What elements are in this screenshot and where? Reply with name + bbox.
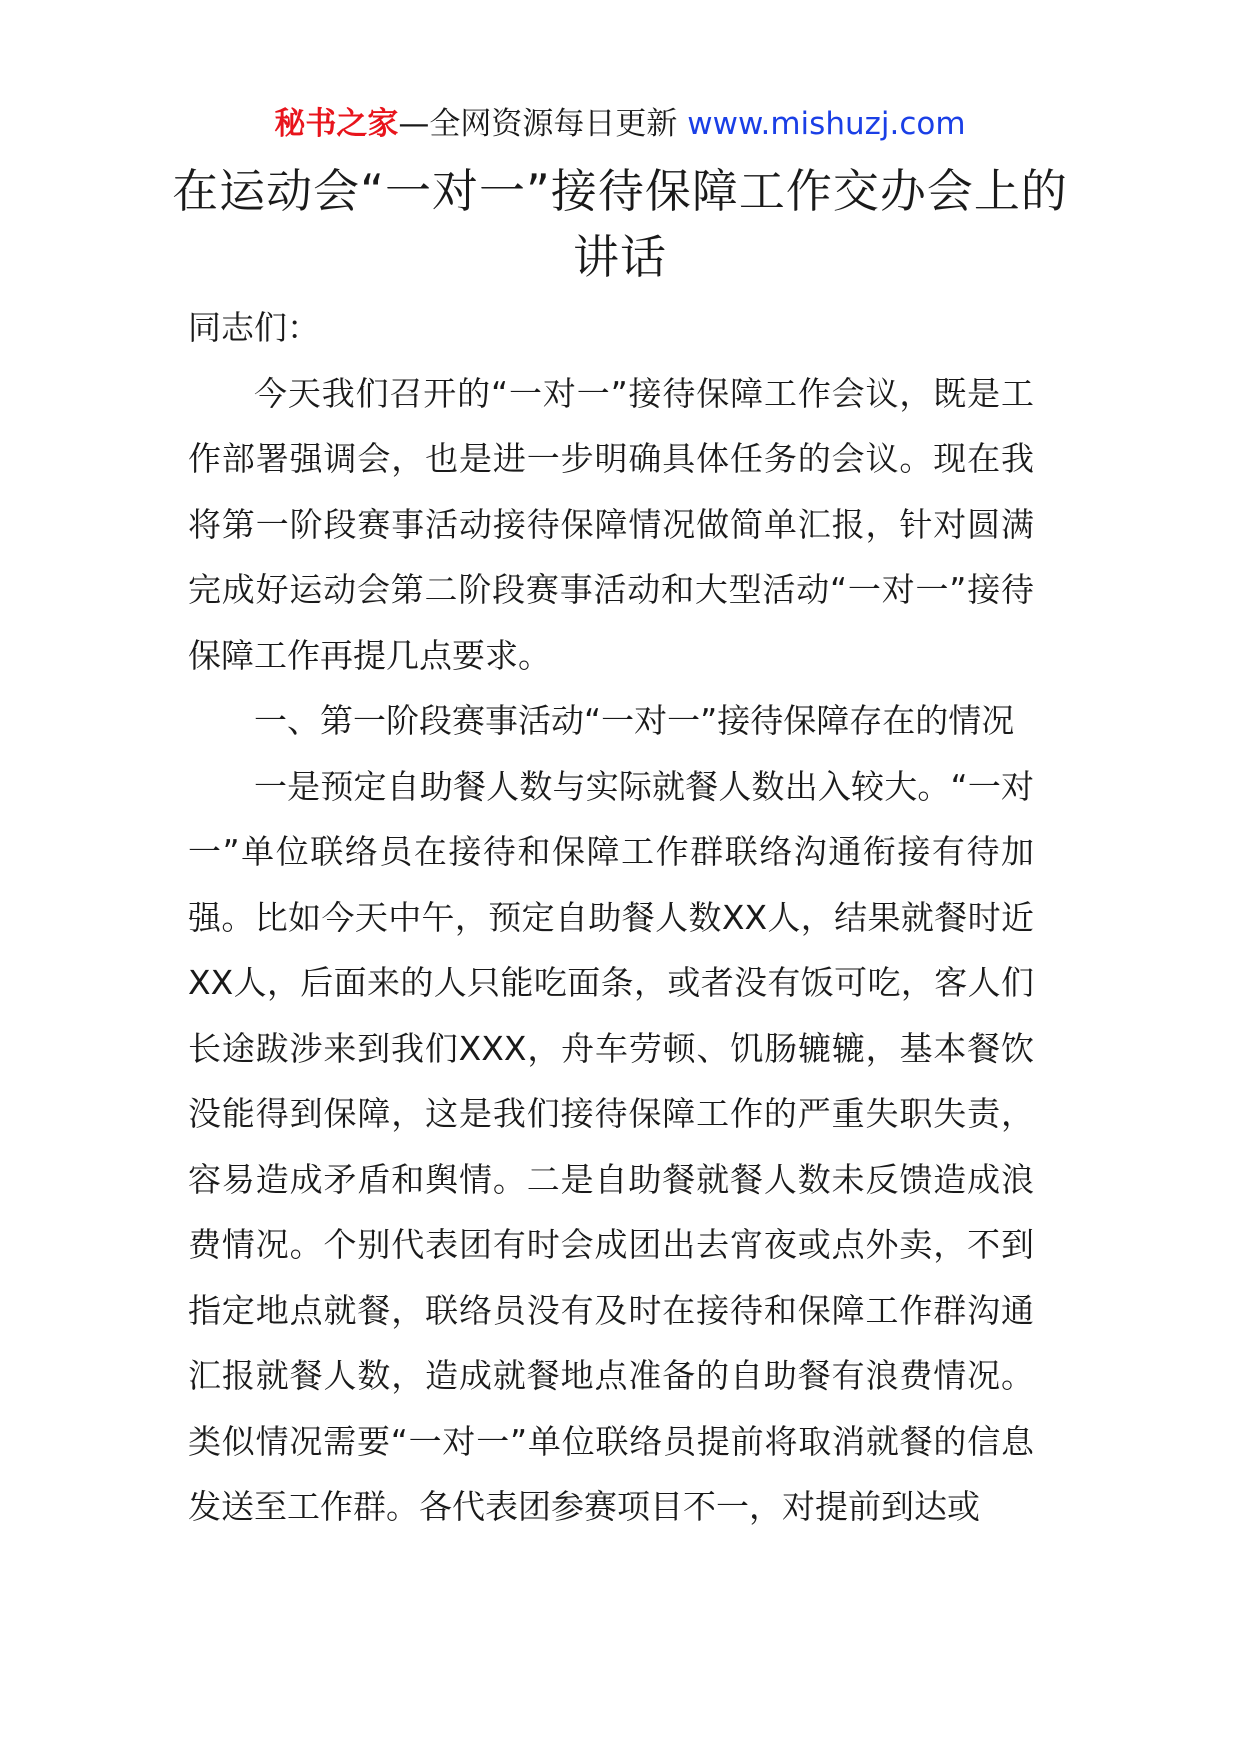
paragraph-section-1: 一是预定自助餐人数与实际就餐人数出入较大。“一对一”单位联络员在接待和保障工作群联络沟通衔接有待加强。比如今天中午，预定自助餐人数XX人，结果就餐时近XX人，后面来的人只能吃面条，或者没有饭可吃，客人们长途跋涉来到我们XXX，舟车劳顿、饥肠辘辘，基本餐饮没能得到保障，这是我们接待保障工作的严重失职失责，容易造成矛盾和舆情。二是自助餐就餐人数未反馈造成浪费情况。个别代表团有时会成团出去宵夜或点外卖，不到指定地点就餐，联络员没有及时在接待和保障工作群沟通汇报就餐人数，造成就餐地点准备的自助餐有浪费情况。类似情况需要“一对一”单位联络员提前将取消就餐的信息发送至工作群。各代表团参赛项目不一，对提前到达或 xyxy=(188,766,1034,1526)
paragraph-intro: 今天我们召开的“一对一”接待保障工作会议，既是工作部署强调会，也是进一步明确具体任务的会议。现在我将第一阶段赛事活动接待保障情况做简单汇报，针对圆满完成好运动会第二阶段赛事活动和大型活动“一对一”接待保障工作再提几点要求。 xyxy=(188,373,1034,675)
site-header xyxy=(0,100,1240,148)
document-title: 在运动会“一对一”接待保障工作交办会上的讲话 xyxy=(172,164,1068,284)
document-body xyxy=(188,295,1034,1540)
header-tagline: —全网资源每日更新 xyxy=(398,106,678,142)
salutation: 同志们： xyxy=(188,308,320,347)
site-url-link[interactable]: www.mishuzj.com xyxy=(687,106,966,142)
brand-name: 秘书之家 xyxy=(274,106,399,142)
section-heading-1: 一、第一阶段赛事活动“一对一”接待保障存在的情况 xyxy=(254,701,1015,740)
